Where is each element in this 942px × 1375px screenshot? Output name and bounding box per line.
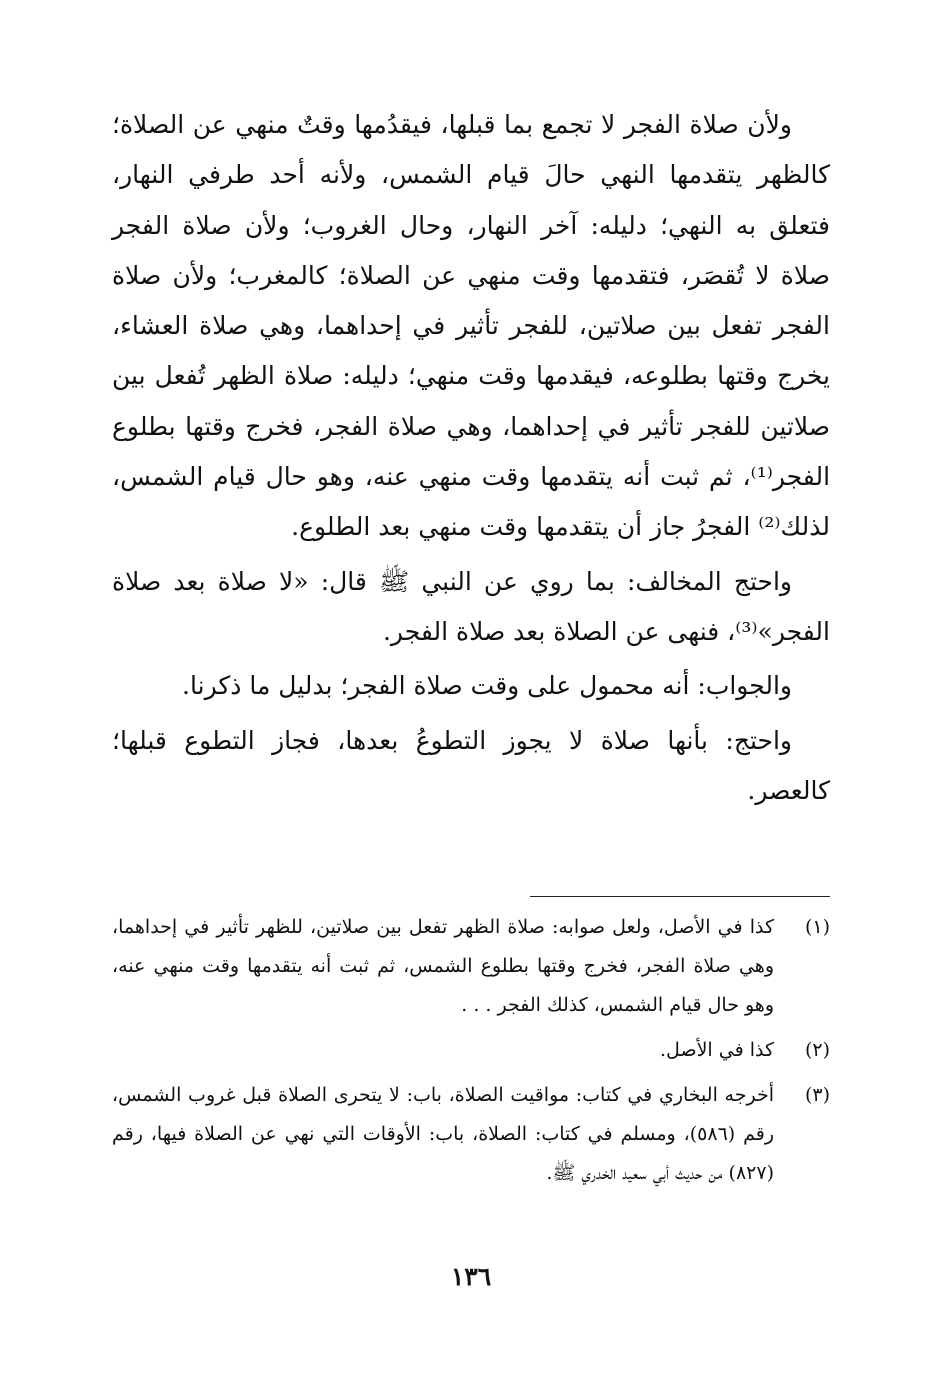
footnote-number: (١) [804, 916, 830, 938]
paragraph: واحتج المخالف: بما روي عن النبي ﷺ قال: «لا صلاة بعد صلاة الفجر»⁽³⁾، فنهى عن الصلاة بعد صلاة الفجر. [112, 566, 830, 646]
footnote [112, 908, 830, 1025]
paragraph: والجواب: أنه محمول على وقت صلاة الفجر؛ بدليل ما ذكرنا. [182, 671, 792, 701]
footnotes [112, 908, 830, 1199]
paragraph: ولأن صلاة الفجر لا تجمع بما قبلها، فيقدُمها وقتٌ منهي عن الصلاة؛ كالظهر يتقدمها النهي حالَ قيام الشمس، ولأنه أحد طرفي النهار، فتعلق به النهي؛ دليله: آخر النهار، وحال الغروب؛ ولأن صلاة الفجر صلاة لا تُقصَر، فتقدمها وقت منهي عن الصلاة؛ كالمغرب؛ ولأن صلاة الفجر تفعل بين صلاتين، للفجر تأثير في إحداهما، وهي صلاة العشاء، يخرج وقتها بطلوعه، فيقدمها وقت منهي؛ دليله: صلاة الظهر تُفعل بين صلاتين للفجر تأثير في إحداهما، وهي صلاة الفجر، فخرج وقتها بطلوع الفجر⁽¹⁾، ثم ثبت أنه يتقدمها وقت منهي عنه، وهو حال قيام الشمس، لذلك⁽²⁾ الفجرُ جاز أن يتقدمها وقت منهي بعد الطلوع. [112, 110, 831, 542]
paragraph: واحتج: بأنها صلاة لا يجوز التطوعُ بعدها، فجاز التطوع قبلها؛ كالعصر. [112, 725, 830, 805]
footnote-number: (٢) [804, 1039, 830, 1061]
footnote [112, 1076, 830, 1193]
footnote-text: أخرجه البخاري في كتاب: مواقيت الصلاة، باب: لا يتحرى الصلاة قبل غروب الشمس، رقم (٥٨٦)، ومسلم في كتاب: الصلاة، باب: الأوقات التي نهي عن الصلاة فيها، رقم (٨٢٧) من حديث أبي سعيد الخدري ﷺ. [112, 1084, 775, 1184]
main-text [112, 100, 830, 816]
footnote-text: كذا في الأصل. [660, 1039, 774, 1061]
footnote-divider [530, 896, 830, 897]
footnote-text: كذا في الأصل، ولعل صوابه: صلاة الظهر تفعل بين صلاتين، للظهر تأثير في إحداهما، وهي صلاة الفجر، فخرج وقتها بطلوع الشمس، ثم ثبت أنه يتقدمها وقت منهي عنه، وهو حال قيام الشمس، كذلك الفجر . . . [112, 916, 775, 1016]
footnote-number: (٣) [804, 1084, 830, 1106]
footnote [112, 1031, 830, 1070]
page-number: ١٣٦ [450, 1262, 492, 1291]
